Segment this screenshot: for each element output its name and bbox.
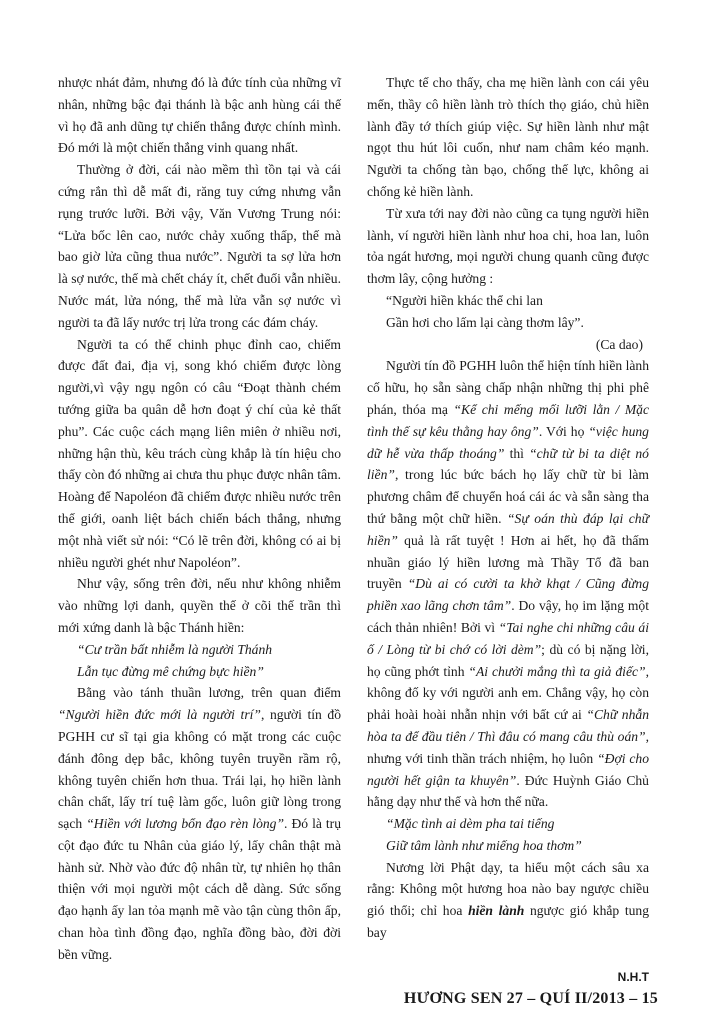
left-paragraph <box>58 573 341 638</box>
body-text: Như vậy, sống trên đời, nếu như không nhiễm vào những lợi danh, quyền thế ở cõi thế trần thì mới xứng danh là bậc Thánh hiền: <box>58 576 341 635</box>
quoted-text: “Tai nghe chi những câu ái ố / Lòng từ bi chớ có lời dèm” <box>367 619 649 657</box>
left-paragraph <box>58 159 341 333</box>
author-signature: N.H.T <box>617 970 649 984</box>
quoted-text: “Chữ nhẫn hòa ta để đầu tiên / Thì đâu có mang câu thù oán” <box>367 707 649 744</box>
right-paragraph <box>367 203 649 290</box>
right-paragraph <box>367 835 649 857</box>
body-text: Nương lời Phật dạy, ta hiểu một cách sâu xa rằng: Không một hương hoa nào bay ngược chiều gió thổi; chỉ hoa <box>367 859 649 919</box>
quoted-text: “Hiền với lương bổn đạo rèn lòng” <box>86 816 285 832</box>
body-text: . Do vậy, họ im lặng một cách thản nhiên! Bởi vì <box>367 598 649 635</box>
body-text: (Ca dao) <box>595 336 643 352</box>
right-paragraph <box>367 312 649 334</box>
quoted-text: “Đợi cho người hết giận ta khuyên” <box>367 750 649 788</box>
body-text: Người ta có thể chinh phục đỉnh cao, chiếm được đất đai, địa vị, song khó chiếm được lòng người,vì vậy ngụ ngôn có câu “Đoạt thành chém tướng giữa ba quân dễ hơn đoạt ý chí của kẻ thất phu”. Các cuộc cách mạng liên miên ở nhiều nơi, những hận thù, kêu trách cùng khắp là tín hiệu cho thấy còn đó những ai chưa thu phục được nhân tâm. Hoàng đế Napoléon đã chiếm được nhiều nước trên thế giới, oanh liệt bách chiến bách thắng, nhưng một nhà viết sử nói: “Có lẽ trên đời, không có ai bị nhiều người ghét như Napoléon”. <box>58 336 341 570</box>
body-text: . Đó là trụ cột đạo đức tu Nhân của giáo lý, lấy chân thật mà hành sử. Nhờ vào đức độ nhân từ, tự nhiên họ thân thiện với mọi người một cách dễ dàng. Sức sống đạo hạnh ấy lan tỏa mạnh mẽ vào tận cùng thôn ấp, chan hòa tình đồng đạo, nghĩa đồng bào, đời đời bền vững. <box>58 816 342 962</box>
body-text: . Đức Huỳnh Giáo Chủ hằng dạy như thế và hơn thế nữa. <box>367 772 649 810</box>
quoted-text: “chữ từ bi ta diệt nó liền” <box>367 445 649 483</box>
body-text: . Với họ <box>538 423 589 439</box>
body-text: “Mặc tình ai dèm pha tai tiếng <box>386 816 555 832</box>
right-paragraph <box>367 857 649 944</box>
body-text: Từ xưa tới nay đời nào cũng ca tụng người hiền lành, ví người hiền lành như hoa chi, hoa lan, luôn tỏa ngát hương, mọi người chung quanh cũng được thơm lây, cộng hưởng : <box>367 205 649 287</box>
left-paragraph <box>58 334 341 574</box>
body-text: ngược gió khắp tung bay <box>367 903 649 941</box>
body-text: nhược nhát đảm, nhưng đó là đức tính của những vĩ nhân, những bậc đại thánh là bậc anh hùng cái thế vì họ đã anh dũng tự chiến thắng được chính mình. Đó mới là một chiến thắng vinh quang nhất. <box>58 75 341 156</box>
quoted-text: “Dù ai có cười ta khờ khạt / Cũng đừng phiền xao lãng chơn tâm” <box>367 576 649 614</box>
quoted-text: “Người hiền đức mới là người trí” <box>58 707 261 723</box>
body-text: “Người hiền khác thể chi lan <box>386 292 543 308</box>
quoted-text: hiền lành <box>468 903 525 919</box>
quoted-text: “Ai chưởi mắng thì ta giả điếc” <box>468 663 646 679</box>
body-text: Lẫn tục đừng mê chứng bực hiền” <box>77 663 264 679</box>
body-text: , người tín đồ PGHH cư sĩ tại gia không có mặt trong các cuộc đánh đông dẹp bắc, không tuyên truyền rầm rộ, không tuyên chiến hơn thua. Trái lại, họ hiền lành chân chất, lấy trí tuệ làm gốc, luôn giữ lòng trong sạch <box>58 707 342 832</box>
body-text: , nhưng với tinh thần trách nhiệm, họ luôn <box>367 728 649 766</box>
body-text: ; dù có bị nặng lời, họ cũng phớt tỉnh <box>367 641 649 679</box>
body-text: “Cư trần bất nhiễm là người Thánh <box>77 641 273 657</box>
right-paragraph <box>367 72 649 203</box>
quoted-text: “Kể chi mếng mối lưỡi lằn / Mặc tình thế sự kêu thằng hay ông” <box>367 401 649 439</box>
right-paragraph <box>367 334 649 356</box>
right-paragraph <box>367 813 649 835</box>
right-paragraph <box>367 290 649 312</box>
left-column <box>58 72 341 966</box>
left-paragraph <box>58 72 341 159</box>
body-text: , trong lúc bức bách họ lấy chữ từ bi làm phương châm để chuyển hoá cái ác và sẵn sàng tha thứ bằng một chữ hiền. <box>367 467 649 526</box>
body-text: Thực tế cho thấy, cha mẹ hiền lành con cái yêu mến, thầy cô hiền lành trò thích thọ giáo, chủ hiền lành đầy tớ thích giúp việc. Sự hiền lành như mật ngọt thu hút lôi cuốn, như nam châm kéo mạnh. Người ta chống tàn bạo, chống thế lực, không ai chống kẻ hiền lành. <box>367 75 649 199</box>
left-paragraph <box>58 661 341 683</box>
quoted-text: “Sự oán thù đáp lại chữ hiền” <box>367 510 649 548</box>
left-paragraph <box>58 682 341 965</box>
left-paragraph <box>58 639 341 661</box>
body-text: Thường ở đời, cái nào mềm thì tồn tại và cái cứng rắn thì dễ mất đi, răng tuy cứng nhưng vẫn rụng trước lưỡi. Bởi vậy, Văn Vương Trung nói: “Lửa bốc lên cao, nước chảy xuống thấp, thế mà bao giờ lửa cũng thua nước”. Người ta sợ lửa hơn là sợ nước, thế mà chết cháy ít, chết đuối vẫn nhiều. Nước mát, lửa nóng, thế mà lửa vẫn sợ nước vì người ta đã lấy nước trị lửa trong các đám cháy. <box>58 162 341 330</box>
right-paragraph <box>367 355 649 813</box>
quoted-text: “việc hung dữ hễ vừa thấp thoáng” <box>367 423 649 461</box>
body-text: Giữ tâm lành như miếng hoa thơm” <box>386 837 582 853</box>
body-text: Bằng vào tánh thuần lương, trên quan điểm <box>77 685 341 701</box>
body-text: thì <box>504 445 530 461</box>
right-column <box>367 72 649 944</box>
page-footer: HƯƠNG SEN 27 – QUÍ II/2013 – 15 <box>403 990 658 1007</box>
body-text: , không đố ky với người anh em. Chẳng vậy, họ còn phải hoài hoài nhẫn nhịn với bất cứ ai <box>367 663 649 723</box>
body-text: Gần hơi cho lấm lại càng thơm lây”. <box>386 314 584 330</box>
body-text: Người tín đồ PGHH luôn thể hiện tính hiền lành cố hữu, họ sẵn sàng chấp nhận những thị phi phê phán, thóa mạ <box>367 358 649 417</box>
body-text: quả là rất tuyệt ! Hơn ai hết, họ đã thấm nhuần giáo lý hiền lương mà Thầy Tổ đã ban truyền <box>367 532 649 592</box>
